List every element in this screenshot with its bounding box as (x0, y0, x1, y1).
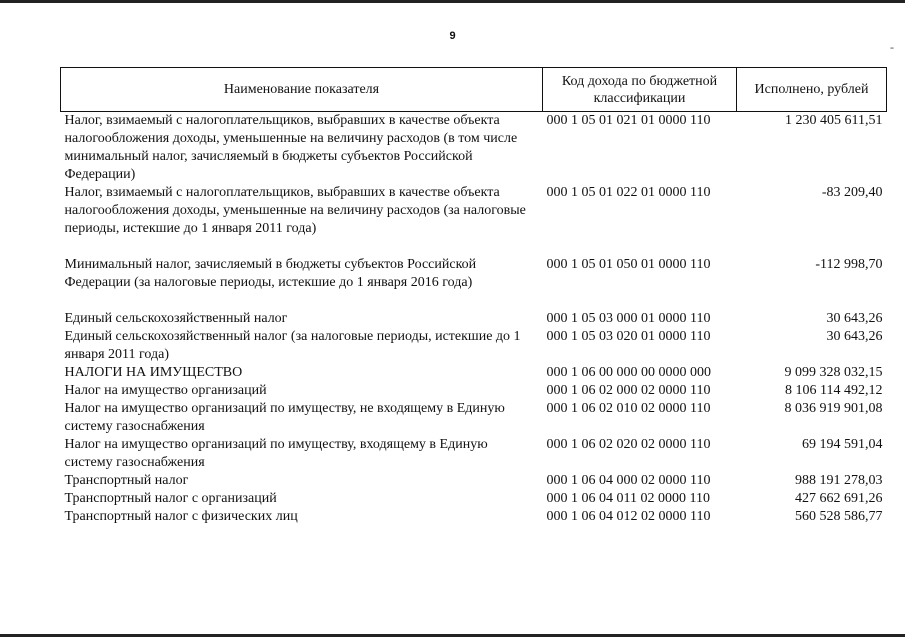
table-row (61, 490, 887, 508)
row-amount: 8 106 114 492,12 (785, 383, 883, 398)
row-code: 000 1 05 01 021 01 0000 110 (546, 113, 711, 128)
row-code: 000 1 05 03 000 01 0000 110 (546, 311, 711, 326)
row-name: Налог, взимаемый с налогоплательщиков, выбравших в качестве объекта налогообложения доходы, уменьшенные на величину расходов (в том числе минимальный налог, зачисляемый в бюджеты субъектов Российской Федерации) (64, 113, 518, 182)
row-amount: 560 528 586,77 (795, 509, 883, 524)
header-indicator-name: Наименование показателя (61, 68, 543, 112)
row-name: Налог на имущество организаций по имуществу, входящему в Единую систему газоснабжения (64, 437, 488, 470)
row-code: 000 1 06 04 012 02 0000 110 (546, 509, 711, 524)
row-code: 000 1 06 00 000 00 0000 000 (546, 365, 711, 380)
header-income-code: Код дохода по бюджетной классификации (543, 68, 737, 112)
row-name: Транспортный налог с организаций (64, 491, 277, 506)
row-name: Налог, взимаемый с налогоплательщиков, выбравших в качестве объекта налогообложения доходы, уменьшенные на величину расходов (за налоговые периоды, истекшие до 1 января 2011 года) (64, 185, 526, 236)
scan-top-edge (0, 0, 905, 3)
table-row (61, 508, 887, 526)
scan-bottom-edge (0, 634, 905, 637)
row-amount: 8 036 919 901,08 (784, 401, 883, 416)
row-name: Минимальный налог, зачисляемый в бюджеты субъектов Российской Федерации (за налоговые периоды, истекшие до 1 января 2016 года) (64, 257, 477, 290)
row-code: 000 1 06 04 011 02 0000 110 (546, 491, 710, 506)
row-amount: 30 643,26 (826, 329, 883, 344)
row-amount: 1 230 405 611,51 (785, 113, 883, 128)
row-name: Транспортный налог (64, 473, 189, 488)
table-row (61, 328, 887, 364)
table-row (61, 400, 887, 436)
row-name: НАЛОГИ НА ИМУЩЕСТВО (64, 365, 243, 380)
row-amount: 30 643,26 (826, 311, 883, 326)
table-row (61, 364, 887, 382)
row-amount: 427 662 691,26 (795, 491, 883, 506)
table-header-row (61, 68, 887, 112)
row-code: 000 1 06 02 020 02 0000 110 (546, 437, 711, 452)
table-row (61, 256, 887, 310)
row-amount: 9 099 328 032,15 (784, 365, 883, 380)
header-executed-amount: Исполнено, рублей (737, 68, 887, 112)
table-row (61, 436, 887, 472)
row-amount: -83 209,40 (821, 185, 883, 200)
row-amount: -112 998,70 (815, 257, 883, 272)
table-row (61, 112, 887, 185)
row-code: 000 1 06 02 010 02 0000 110 (546, 401, 711, 416)
row-amount: 69 194 591,04 (802, 437, 883, 452)
row-code: 000 1 05 01 050 01 0000 110 (546, 257, 711, 272)
row-code: 000 1 05 03 020 01 0000 110 (546, 329, 711, 344)
row-code: 000 1 06 02 000 02 0000 110 (546, 383, 711, 398)
row-amount: 988 191 278,03 (795, 473, 883, 488)
budget-execution-table (60, 67, 887, 526)
table-row (61, 184, 887, 256)
page-number: 9 (449, 30, 456, 42)
table-row (61, 382, 887, 400)
row-name: Налог на имущество организаций по имуществу, не входящему в Единую систему газоснабжения (64, 401, 505, 434)
row-name: Налог на имущество организаций (64, 383, 267, 398)
row-code: 000 1 05 01 022 01 0000 110 (546, 185, 711, 200)
scan-mark: - (890, 40, 894, 54)
table-row (61, 310, 887, 328)
table-row (61, 472, 887, 490)
row-name: Единый сельскохозяйственный налог (64, 311, 288, 326)
row-name: Транспортный налог с физических лиц (64, 509, 298, 524)
row-code: 000 1 06 04 000 02 0000 110 (546, 473, 711, 488)
row-name: Единый сельскохозяйственный налог (за налоговые периоды, истекшие до 1 января 2011 года) (64, 329, 521, 362)
